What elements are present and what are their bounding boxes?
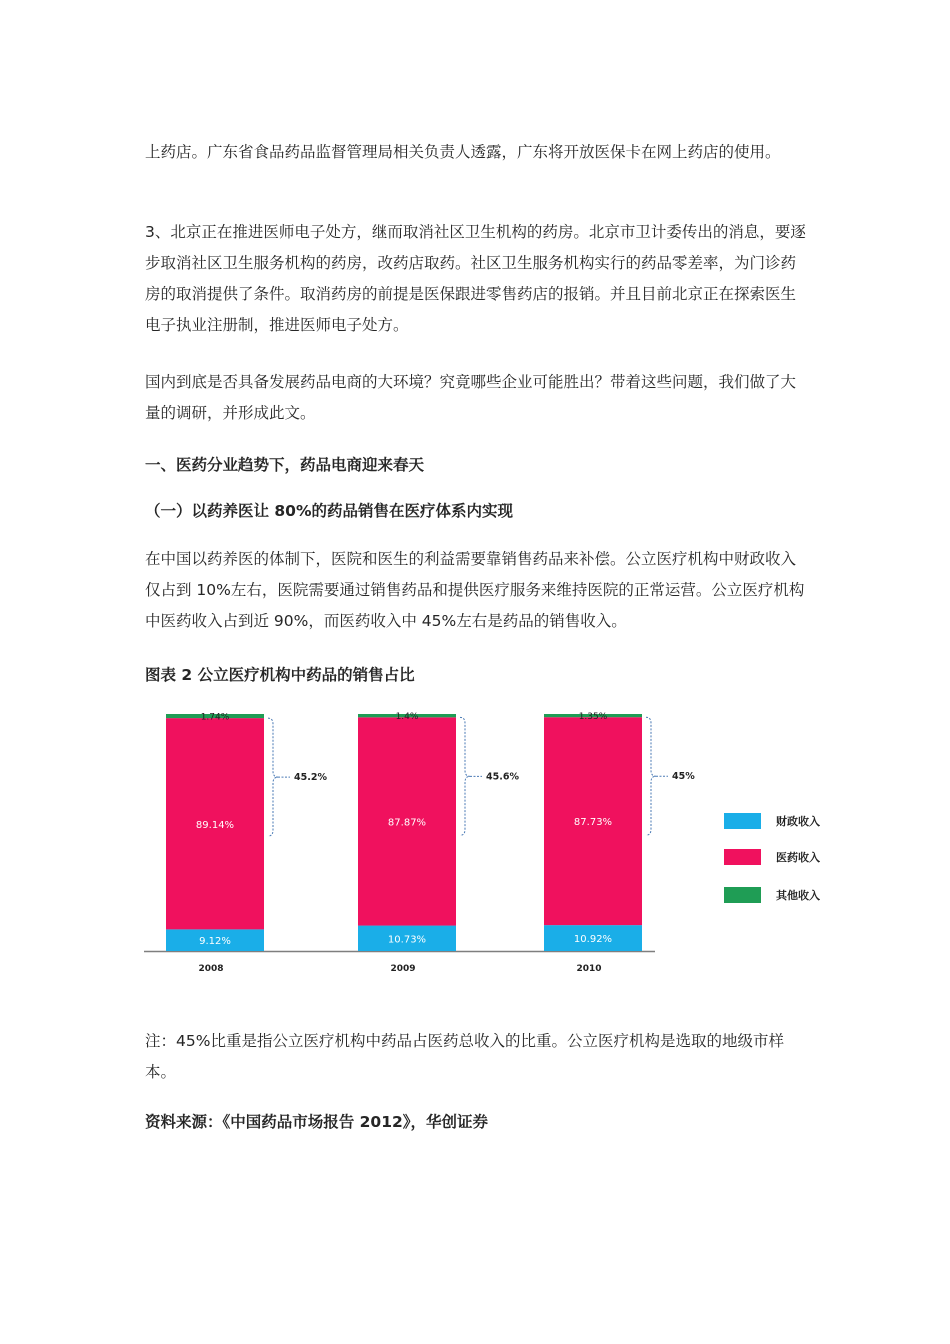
paragraph-online-pharmacy: 上药店。广东省食品药品监督管理局相关负责人透露，广东将开放医保卡在网上药店的使用。 (145, 143, 781, 161)
data-label-2010-2: 87.73% (573, 817, 613, 829)
section-heading: 一、医药分业趋势下，药品电商迎来春天 (145, 456, 425, 474)
figure-title: 图表 2 公立医疗机构中药品的销售占比 (145, 666, 415, 684)
legend-swatch-3 (724, 887, 761, 903)
paragraph-research-intro: 国内到底是否具备发展药品电商的大环境？究竟哪些企业可能胜出？带着这些问题，我们做了大量的调研，并形成此文。 (145, 373, 797, 422)
data-label-2009-1: 10.73% (387, 934, 427, 946)
brace-2008 (268, 718, 278, 836)
figure-note: 注：45%比重是指公立医疗机构中药品占医药总收入的比重。公立医疗机构是选取的地级市样本。 (145, 1032, 784, 1081)
drug-share-label-2008: 45.2% (294, 772, 327, 784)
legend-swatch-1 (724, 813, 761, 829)
data-label-2008-1: 9.12% (199, 936, 231, 948)
data-label-2008-3: 1.74% (200, 712, 230, 723)
legend-label-1: 财政收入 (776, 815, 820, 828)
legend-swatch-2 (724, 849, 761, 865)
brace-2009 (460, 717, 470, 835)
subsection-heading: （一）以药养医让 80%的药品销售在医疗体系内实现 (145, 502, 513, 520)
data-label-2008-2: 89.14% (195, 819, 235, 831)
x-tick-label-2010: 2010 (576, 964, 602, 974)
figure-source: 资料来源：《中国药品市场报告 2012》，华创证券 (145, 1113, 489, 1131)
legend-label-2: 医药收入 (776, 851, 820, 864)
data-label-2009-2: 87.87% (387, 817, 427, 829)
drug-share-label-2010: 45% (672, 771, 695, 783)
x-tick-label-2009: 2009 (390, 964, 416, 974)
data-label-2010-3: 1.35% (578, 712, 608, 723)
brace-2010 (646, 717, 656, 835)
paragraph-beijing-prescription: 3、北京正在推进医师电子处方，继而取消社区卫生机构的药房。北京市卫计委传出的消息，要逐步取消社区卫生服务机构的药房，改药店取药。社区卫生服务机构实行的药品零差率，为门诊药房的取消提供了条件。取消药房的前提是医保跟进零售药店的报销。并且目前北京正在探索医生电子执业注册制，推进医师电子处方。 (145, 223, 806, 334)
data-label-2010-1: 10.92% (573, 934, 613, 946)
stacked-bar-chart (140, 700, 860, 990)
legend-label-3: 其他收入 (776, 889, 820, 902)
x-tick-label-2008: 2008 (198, 964, 224, 974)
data-label-2009-3: 1.4% (395, 712, 419, 723)
drug-share-label-2009: 45.6% (486, 771, 519, 783)
paragraph-drug-revenue: 在中国以药养医的体制下，医院和医生的利益需要靠销售药品来补偿。公立医疗机构中财政收入仅占到 10%左右，医院需要通过销售药品和提供医疗服务来维持医院的正常运营。公立医疗机构中医药收入占到近 90%，而医药收入中 45%左右是药品的销售收入。 (145, 550, 805, 630)
